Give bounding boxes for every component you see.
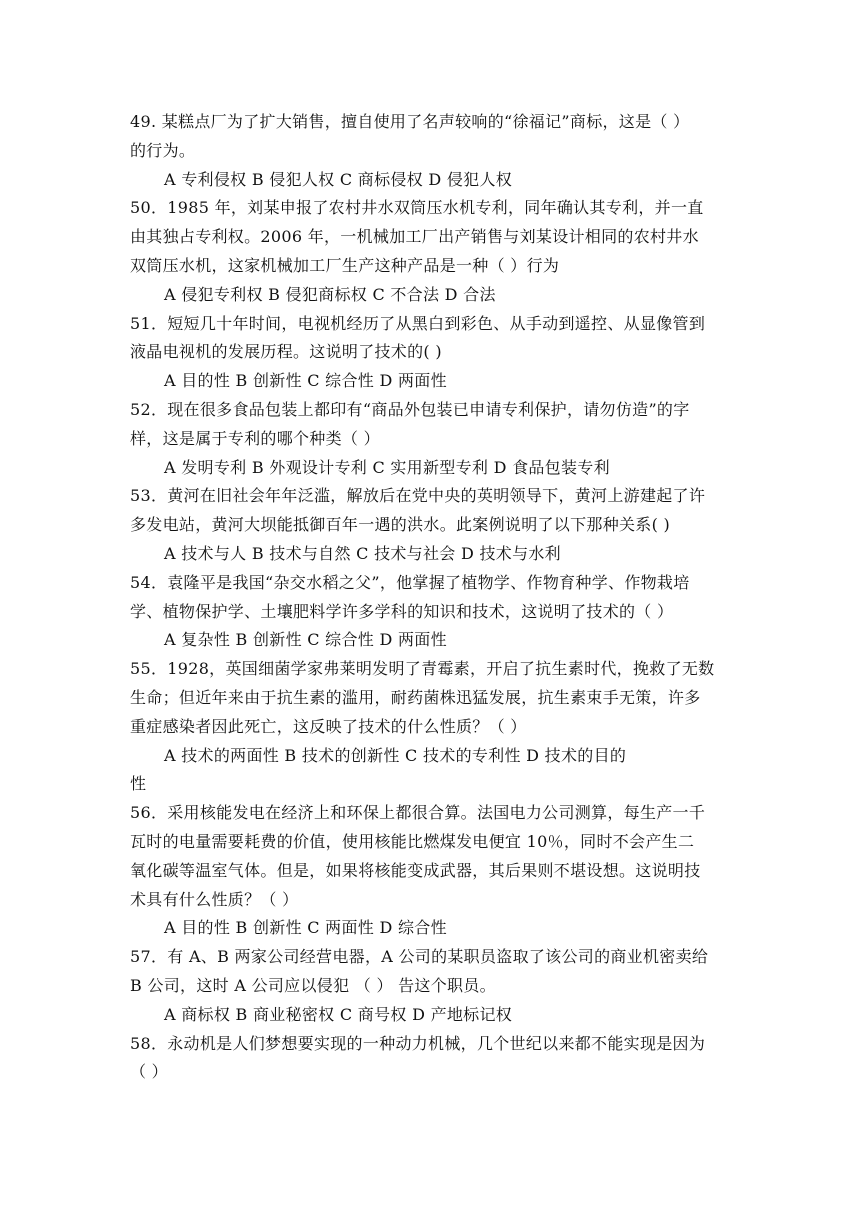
question-stem-line: 53．黄河在旧社会年年泛滥，解放后在党中央的英明领导下，黄河上游建起了许 <box>130 486 706 506</box>
question-49 <box>130 108 734 194</box>
question-stem-line: 56．采用核能发电在经济上和环保上都很合算。法国电力公司测算，每生产一千 <box>130 803 706 823</box>
question-51 <box>130 310 734 396</box>
answer-options-wrap: 性 <box>130 774 147 794</box>
question-stem-line: B 公司，这时 A 公司应以侵犯 （ ） 告这个职员。 <box>130 975 496 995</box>
answer-options: A 发明专利 B 外观设计专利 C 实用新型专利 D 食品包装专利 <box>164 457 610 477</box>
question-stem-line: 55．1928，英国细菌学家弗莱明发明了青霉素，开启了抗生素时代，挽救了无数 <box>130 659 715 679</box>
question-57 <box>130 943 734 1029</box>
answer-options: A 目的性 B 创新性 C 两面性 D 综合性 <box>164 918 447 938</box>
question-56 <box>130 799 734 943</box>
question-stem-line: 49. 某糕点厂为了扩大销售，擅自使用了名声较响的“徐福记”商标，这是（ ） <box>130 112 690 131</box>
question-stem-line: 双筒压水机，这家机械加工厂生产这种产品是一种（ ）行为 <box>130 255 560 275</box>
question-stem-line: 由其独占专利权。2006 年，一机械加工厂出产销售与刘某设计相同的农村井水 <box>130 227 699 247</box>
question-stem-line: 57．有 A、B 两家公司经营电器，A 公司的某职员盗取了该公司的商业机密卖给 <box>130 947 709 967</box>
question-stem-line: 术具有什么性质？（ ） <box>130 889 299 909</box>
question-sheet <box>130 108 734 1087</box>
question-stem-line: 氧化碳等温室气体。但是，如果将核能变成武器，其后果则不堪设想。这说明技 <box>130 860 701 880</box>
answer-options: A 目的性 B 创新性 C 综合性 D 两面性 <box>164 371 447 391</box>
question-53 <box>130 482 734 568</box>
question-stem-line: 54．袁隆平是我国“杂交水稻之父”，他掌握了植物学、作物育种学、作物栽培 <box>130 572 690 592</box>
question-stem-line: 52．现在很多食品包装上都印有“商品外包装已申请专利保护，请勿仿造”的字 <box>130 399 690 419</box>
question-58 <box>130 1030 734 1088</box>
question-stem-line: （ ） <box>130 1062 168 1082</box>
answer-options: A 专利侵权 B 侵犯人权 C 商标侵权 D 侵犯人权 <box>164 169 513 189</box>
question-stem-line: 的行为。 <box>130 140 196 160</box>
question-stem-line: 生命；但近年来由于抗生素的滥用，耐药菌株迅猛发展，抗生素束手无策，许多 <box>130 687 701 707</box>
answer-options: A 侵犯专利权 B 侵犯商标权 C 不合法 D 合法 <box>164 284 496 304</box>
question-stem-line: 学、植物保护学、土壤肥料学许多学科的知识和技术，这说明了技术的（ ） <box>130 601 674 621</box>
question-stem-line: 50．1985 年，刘某申报了农村井水双筒压水机专利，同年确认其专利，并一直 <box>130 198 704 218</box>
answer-options: A 技术的两面性 B 技术的创新性 C 技术的专利性 D 技术的目的 <box>164 745 627 765</box>
answer-options: A 技术与人 B 技术与自然 C 技术与社会 D 技术与水利 <box>164 543 561 563</box>
question-stem-line: 多发电站，黄河大坝能抵御百年一遇的洪水。此案例说明了以下那种关系( ) <box>130 515 671 535</box>
question-stem-line: 重症感染者因此死亡，这反映了技术的什么性质？（ ） <box>130 716 527 736</box>
answer-options: A 复杂性 B 创新性 C 综合性 D 两面性 <box>164 630 447 650</box>
question-52 <box>130 396 734 482</box>
question-stem-line: 液晶电视机的发展历程。这说明了技术的( ) <box>130 342 442 362</box>
question-50 <box>130 194 734 309</box>
question-stem-line: 51．短短几十年时间，电视机经历了从黑白到彩色、从手动到遥控、从显像管到 <box>130 313 706 333</box>
question-54 <box>130 569 734 655</box>
question-stem-line: 样，这是属于专利的哪个种类（ ） <box>130 428 380 448</box>
question-stem-line: 瓦时的电量需要耗费的价值，使用核能比燃煤发电便宜 10％，同时不会产生二 <box>130 831 695 851</box>
answer-options: A 商标权 B 商业秘密权 C 商号权 D 产地标记权 <box>164 1004 513 1024</box>
question-stem-line: 58．永动机是人们梦想要实现的一种动力机械，几个世纪以来都不能实现是因为 <box>130 1033 706 1053</box>
question-55 <box>130 655 734 799</box>
